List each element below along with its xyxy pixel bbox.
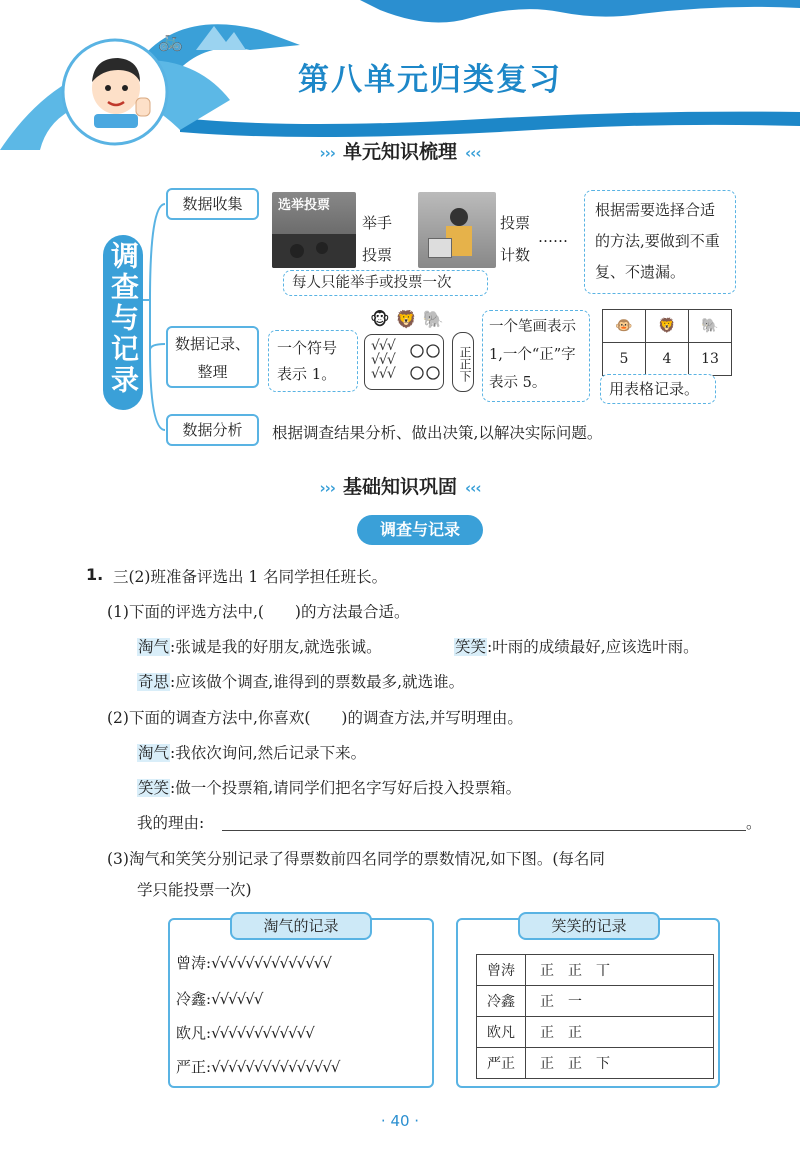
collect-note: 每人只能举手或投票一次 [283, 270, 488, 296]
tally-box [364, 334, 444, 390]
zheng-box: 正正下 [452, 332, 474, 392]
method-ballot: 投票 [362, 246, 393, 264]
animal-icons-left [370, 310, 450, 330]
question-stem: 三(2)班准备评选出 1 名同学担任班长。 [113, 568, 388, 586]
vote-sign: 选举投票 [278, 198, 331, 213]
voting-photo-1 [272, 192, 356, 268]
circle-marks-icon [409, 341, 441, 385]
analyze-label: 数据分析 [166, 414, 259, 446]
central-topic-text: 调查与记录 [107, 241, 140, 396]
xiaoxiao-answer-1: 笑笑:叶雨的成绩最好,应该选叶雨。 [455, 638, 699, 656]
boy-mascot-icon [78, 48, 158, 128]
topic-pill: 调查与记录 [357, 515, 483, 545]
table-cell: 5 [603, 343, 646, 376]
table-row: 严正 正 正 下 [477, 1048, 714, 1079]
taoqi-answer-2: 淘气:我依次询问,然后记录下来。 [138, 744, 367, 762]
taoqi-row: 严正:√√√√√√√√√√√√√√√ [176, 1058, 340, 1076]
sub-question-1: (1)下面的评选方法中,( )的方法最合适。 [107, 603, 410, 621]
record-label-line2: 整理 [197, 363, 228, 381]
bicycle-icon: 🚲 [158, 28, 183, 52]
check-marks: √√√ √√√ √√√ [371, 338, 395, 382]
section-title: 基础知识巩固 [342, 476, 457, 498]
table-row: 曾涛 正 正 丅 [477, 955, 714, 986]
chevron-left-icon: ‹‹‹ [465, 144, 481, 162]
lion-icon: 🦁 [646, 310, 689, 343]
chevron-right-icon: ››› [319, 144, 335, 162]
sub-question-3-line1: (3)淘气和笑笑分别记录了得票数前四名同学的票数情况,如下图。(每名同 [107, 850, 605, 868]
ellipsis-text: …… [538, 228, 568, 246]
reason-end: 。 [746, 814, 762, 832]
chevron-left-icon: ‹‹‹ [465, 479, 481, 497]
qisi-answer-1: 奇思:应该做个调查,谁得到的票数最多,就选谁。 [138, 673, 465, 691]
lion-icon: 🦁 [395, 310, 423, 330]
speaker-qisi: 奇思 [138, 673, 170, 691]
section-title: 单元知识梳理 [342, 141, 457, 163]
sub-question-3-line2: 学只能投票一次) [137, 881, 252, 899]
table-cell: 4 [646, 343, 689, 376]
vote-table [602, 309, 732, 376]
speaker-taoqi: 淘气 [138, 638, 170, 656]
reason-label: 我的理由: [137, 814, 205, 832]
elephant-icon: 🐘 [422, 310, 450, 330]
method-vote: 投票 [500, 214, 531, 232]
xiaoxiao-answer-2: 笑笑:做一个投票箱,请同学们把名字写好后投入投票箱。 [138, 779, 522, 797]
taoqi-record-title: 淘气的记录 [230, 912, 372, 940]
symbol-tip: 一个符号表示 1。 [268, 330, 358, 392]
table-row: 欧凡 正 正 [477, 1017, 714, 1048]
question-number: 1. [86, 565, 104, 584]
page-title: 第八单元归类复习 [298, 62, 562, 98]
xiaoxiao-record-title: 笑笑的记录 [518, 912, 660, 940]
speaker-taoqi: 淘气 [138, 744, 170, 762]
table-tip: 用表格记录。 [600, 374, 716, 404]
elephant-icon: 🐘 [689, 310, 732, 343]
record-label-line1: 数据记录、 [174, 335, 250, 353]
taoqi-row: 曾涛:√√√√√√√√√√√√√√ [176, 954, 331, 972]
monkey-icon: 🐵 [370, 310, 396, 330]
taoqi-row: 欧凡:√√√√√√√√√√√√ [176, 1024, 314, 1042]
taoqi-answer-1: 淘气:张诚是我的好朋友,就选张诚。 [138, 638, 382, 656]
method-count: 计数 [500, 246, 531, 264]
chevron-right-icon: ››› [319, 479, 335, 497]
record-label [166, 326, 259, 388]
page-number: · 40 · [380, 1112, 420, 1130]
zheng-tip: 一个笔画表示 1,一个“正”字表示 5。 [482, 310, 590, 402]
taoqi-row: 冷鑫:√√√√√√ [176, 990, 263, 1008]
method-raise-hand: 举手 [362, 214, 393, 232]
xiaoxiao-record-table [476, 954, 714, 1079]
section-heading-basics [0, 472, 800, 499]
collect-label: 数据收集 [166, 188, 259, 220]
central-topic [103, 235, 143, 410]
collect-tip: 根据需要选择合适的方法,要做到不重复、不遗漏。 [584, 190, 736, 294]
speaker-xiaoxiao: 笑笑 [455, 638, 487, 656]
reason-answer-line[interactable] [222, 830, 746, 831]
mountain-icon [196, 22, 246, 50]
table-row: 冷鑫 正 一 [477, 986, 714, 1017]
voting-photo-2 [418, 192, 496, 268]
section-heading-knowledge [0, 137, 800, 164]
monkey-icon: 🐵 [603, 310, 646, 343]
speaker-xiaoxiao: 笑笑 [138, 779, 170, 797]
sub-question-2: (2)下面的调查方法中,你喜欢( )的调查方法,并写明理由。 [107, 709, 523, 727]
table-cell: 13 [689, 343, 732, 376]
analyze-text: 根据调查结果分析、做出决策,以解决实际问题。 [272, 424, 603, 442]
